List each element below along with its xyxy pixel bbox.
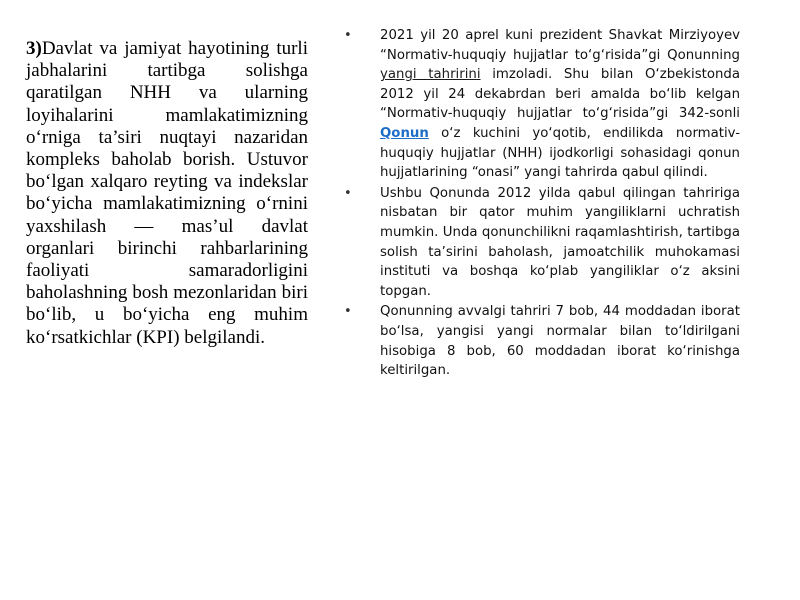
bullet-text: 2021 yil 20 aprel kuni prezident Shavkat Mirziyoyev “Normativ-huquqiy hujjatlar to‘g‘risida”gi Qonunning — [380, 28, 740, 63]
paragraph-text: Davlat va jamiyat hayotining turli jabhalarini tartibga solishga qaratilgan NHH va ularning loyihalarini mamlakatimizning o‘rniga ta’siri nuqtayi nazaridan kompleks baholab borish. Ustuvor bo‘lgan xalqaro reyting va indekslar bo‘yicha mamlakatimizning o‘rnini yaxshilash — mas’ul davlat organlari birinchi rahbarlarining faoliyati samaradorligini baholashning bosh mezonlaridan biri bo‘lib, u bo‘yicha eng muhim ko‘rsatkichlar (KPI) belgilandi. — [26, 38, 308, 348]
paragraph-number: 3) — [26, 38, 42, 59]
law-link[interactable]: Qonun — [380, 125, 429, 141]
bullet-text: Qonunning avvalgi tahriri 7 bob, 44 moddadan iborat bo‘lsa, yangisi yangi normalar bilan to‘ldirilgani hisobiga 8 bob, 60 moddadan iborat ko‘rinishga keltirilgan. — [380, 304, 740, 379]
bullet-icon: • — [344, 304, 352, 320]
bullet-list-panel — [344, 26, 740, 382]
bullet-text: Ushbu Qonunda 2012 yilda qabul qilingan tahririga nisbatan bir qator muhim yangiliklarni uchratish mumkin. Unda qonunchilikni raqamlashtirish, tartibga solish ta’sirini baholash, jamoatchilik muhokamasi instituti va boshqa ko‘plab yangiliklar o‘z aksini topgan. — [380, 185, 740, 299]
new-edition-link[interactable]: yangi tahririni — [380, 67, 481, 83]
left-paragraph — [26, 38, 308, 349]
bullet-icon: • — [344, 28, 352, 43]
bullet-text: imzoladi. Shu bilan O‘zbekistonda 2012 yil 24 dekabrdan beri amalda bo‘lib kelgan “Normativ-huquqiy hujjatlar to‘g‘risida”gi 342-sonli — [380, 67, 740, 122]
bullet-list — [344, 26, 740, 381]
bullet-icon: • — [344, 185, 352, 201]
bullet-item-2 — [344, 184, 740, 302]
bullet-item-1 — [344, 26, 740, 183]
bullet-item-3 — [344, 302, 740, 380]
bullet-text: o‘z kuchini yo‘qotib, endilikda normativ-huquqiy hujjatlar (NHH) ijodkorligi sohasidagi qonun hujjatlarining “onasi” yangi tahrirda qabul qilindi. — [380, 125, 740, 181]
